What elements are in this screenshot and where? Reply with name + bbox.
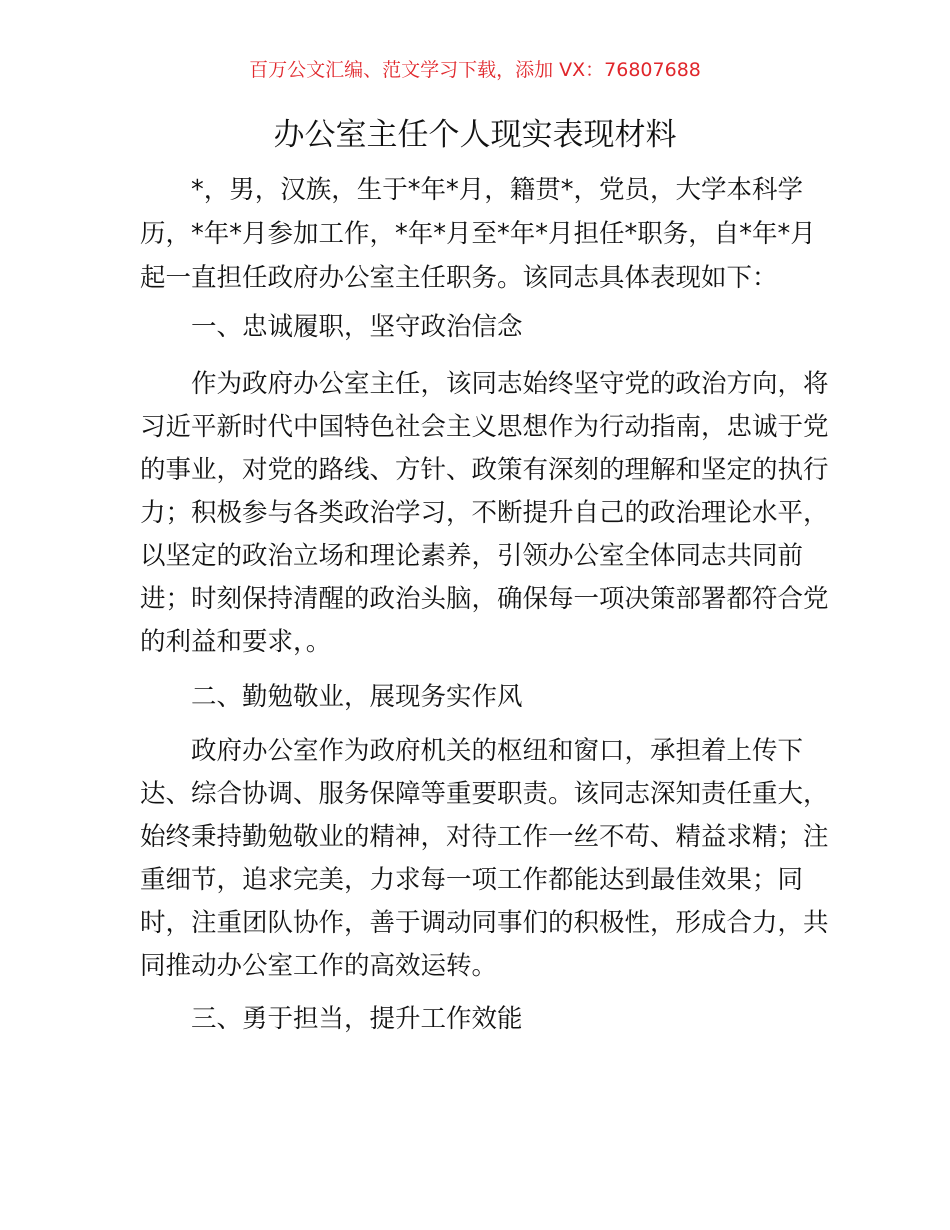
watermark-banner: 百万公文汇编、范文学习下载，添加 VX：76807688 (249, 59, 701, 81)
text-line: 的利益和要求，。 (140, 627, 332, 657)
section-heading-1 (140, 306, 820, 349)
text-line: 力；积极参与各类政治学习，不断提升自己的政治理论水平， (140, 498, 829, 528)
heading-text: 一、忠诚履职，坚守政治信念 (191, 312, 523, 342)
text-line: 达、综合协调、服务保障等重要职责。该同志深知责任重大， (140, 779, 829, 809)
text-line: 作为政府办公室主任，该同志始终坚守党的政治方向，将 (191, 369, 829, 399)
text-line: 的事业，对党的路线、方针、政策有深刻的理解和坚定的执行 (140, 455, 829, 485)
section-heading-2 (140, 676, 820, 719)
text-line: 习近平新时代中国特色社会主义思想作为行动指南，忠诚于党 (140, 412, 829, 442)
text-line: 历，*年*月参加工作，*年*月至*年*月担任*职务，自*年*月 (140, 219, 816, 249)
paragraph-section-1 (140, 363, 829, 664)
text-line: *，男，汉族，生于*年*月，籍贯*，党员，大学本科学 (191, 175, 804, 205)
text-line: 时，注重团队协作，善于调动同事们的积极性，形成合力，共 (140, 908, 829, 938)
text-line: 起一直担任政府办公室主任职务。该同志具体表现如下： (140, 263, 778, 293)
section-heading-3 (140, 998, 820, 1041)
text-line: 始终秉持勤勉敬业的精神，对待工作一丝不苟、精益求精；注 (140, 822, 829, 852)
text-line: 同推动办公室工作的高效运转。 (140, 951, 498, 981)
heading-text: 二、勤勉敬业，展现务实作风 (191, 682, 523, 712)
heading-text: 三、勇于担当，提升工作效能 (191, 1004, 523, 1034)
text-line: 进；时刻保持清醒的政治头脑，确保每一项决策部署都符合党 (140, 584, 829, 614)
paragraph-section-2 (140, 730, 829, 988)
text-line: 重细节，追求完美，力求每一项工作都能达到最佳效果；同 (140, 865, 804, 895)
paragraph-intro (140, 168, 820, 300)
document-title: 办公室主任个人现实表现材料 (273, 117, 677, 153)
text-line: 政府办公室作为政府机关的枢纽和窗口，承担着上传下 (191, 736, 804, 766)
text-line: 以坚定的政治立场和理论素养，引领办公室全体同志共同前 (140, 541, 804, 571)
